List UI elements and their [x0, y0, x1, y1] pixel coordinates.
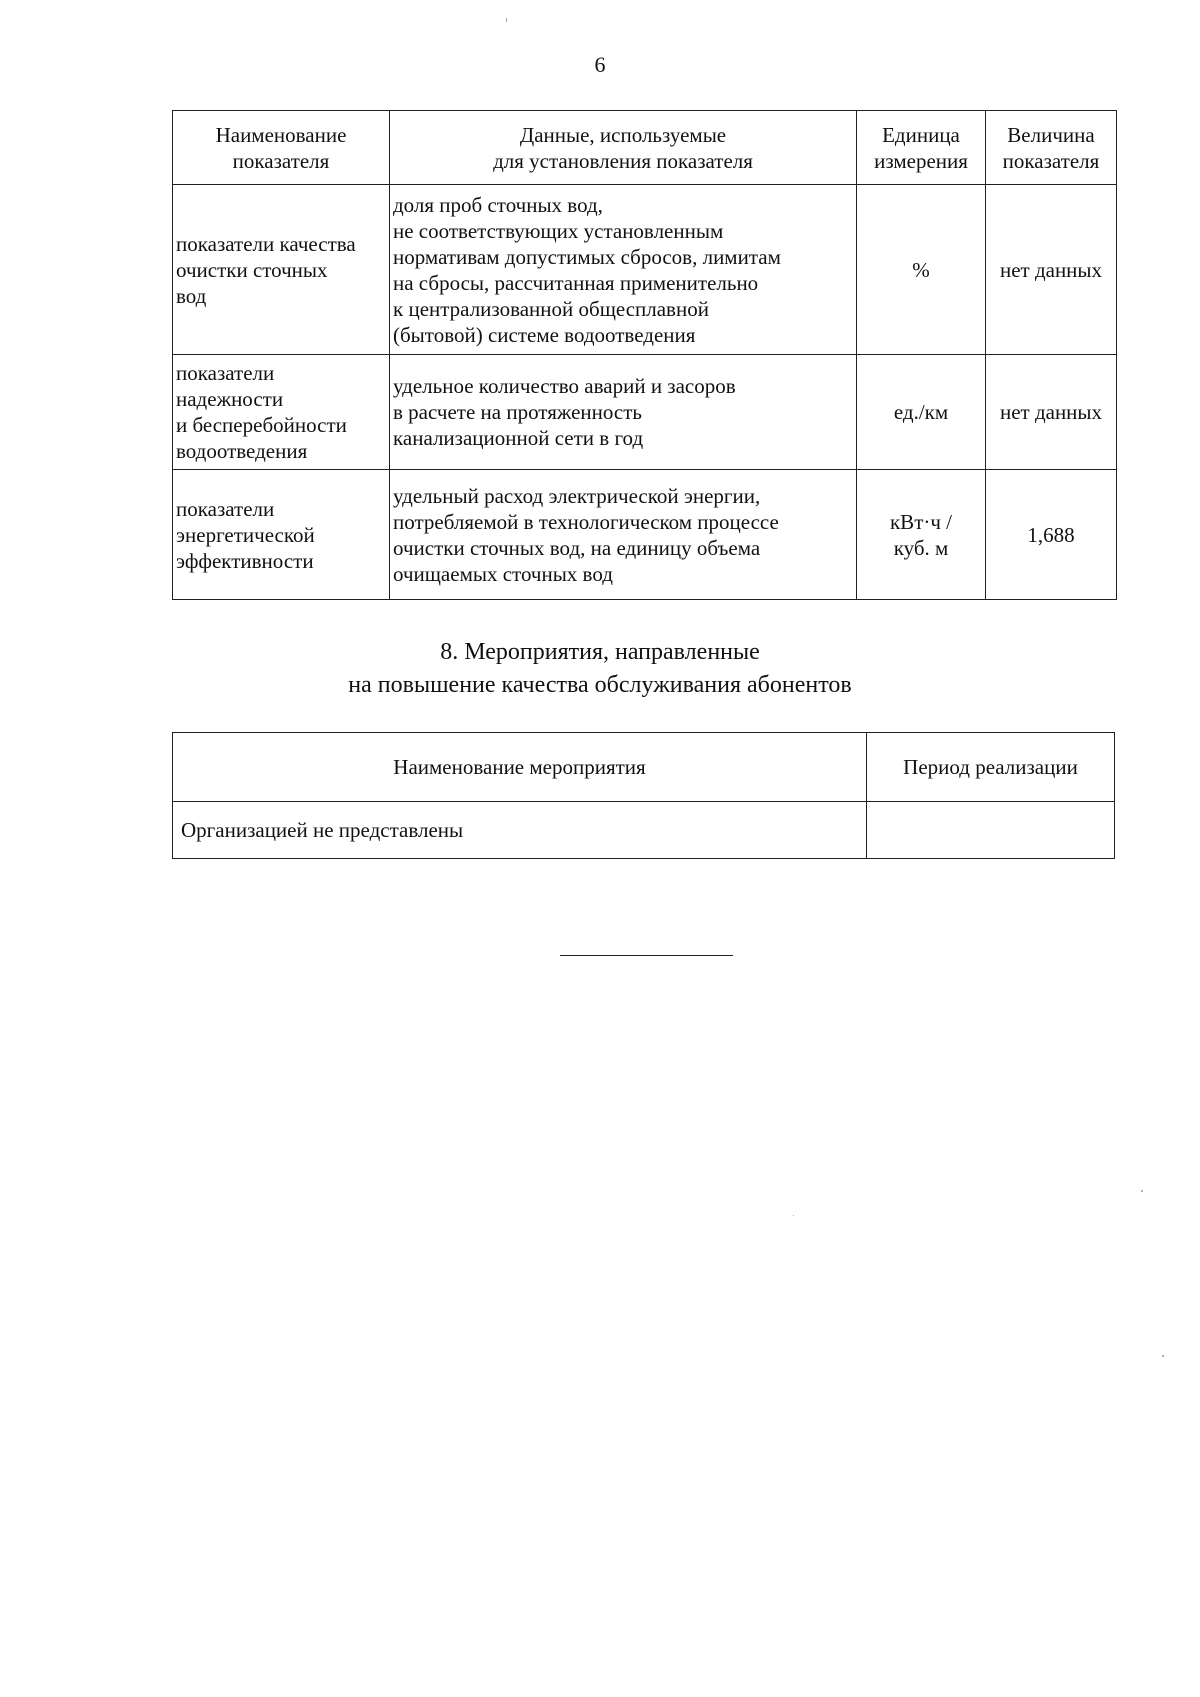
indicators-table-header-row — [173, 111, 1117, 185]
cell-line: показатели качества — [176, 231, 356, 256]
cell-line: куб. м — [893, 535, 949, 560]
cell-line: на сбросы, рассчитанная применительно — [393, 270, 759, 295]
indicator-unit-cell — [857, 470, 986, 600]
measure-period-cell — [867, 802, 1115, 859]
measures-table-header-row — [173, 733, 1115, 802]
header-line: Данные, используемые — [519, 122, 727, 147]
cell-line: энергетической — [176, 522, 315, 547]
indicator-value-cell: нет данных — [986, 185, 1117, 355]
cell-line: и бесперебойности — [176, 413, 347, 437]
header-implementation-period: Период реализации — [867, 733, 1115, 802]
indicator-data-cell — [390, 185, 857, 355]
header-measure-name: Наименование мероприятия — [173, 733, 867, 802]
cell-line: показатели — [176, 496, 275, 521]
indicator-name-cell — [173, 355, 390, 470]
cell-line: не соответствующих установленным — [393, 218, 724, 243]
cell-line: очистки сточных вод, на единицу объема — [393, 535, 761, 560]
page-number: 6 — [594, 52, 606, 77]
cell-line: эффективности — [176, 548, 314, 573]
cell-line: нормативам допустимых сбросов, лимитам — [393, 244, 781, 269]
section-heading-line: 8. Мероприятия, направленные — [440, 639, 760, 665]
header-value — [986, 111, 1117, 185]
section-heading-line: на повышение качества обслуживания абонентов — [348, 672, 852, 698]
table-row — [173, 355, 1117, 470]
header-line: показателя — [232, 148, 330, 173]
indicator-data-cell — [390, 470, 857, 600]
cell-line: ед./км — [893, 400, 949, 424]
cell-line: к централизованной общесплавной — [393, 296, 709, 321]
indicator-data-cell — [390, 355, 857, 470]
cell-line: потребляемой в технологическом процессе — [393, 509, 779, 534]
cell-line: кВт·ч / — [889, 509, 953, 534]
cell-line: (бытовой) системе водоотведения — [393, 322, 696, 347]
header-indicator-name — [173, 111, 390, 185]
header-line: Величина — [1007, 122, 1095, 147]
cell-line: очистки сточных — [176, 257, 328, 282]
header-line: Наименование — [215, 122, 347, 147]
header-indicator-data — [390, 111, 857, 185]
scan-speck — [1162, 1355, 1164, 1357]
measure-name-cell: Организацией не представлены — [173, 802, 867, 859]
cell-line: показатели — [176, 361, 275, 385]
cell-line: надежности — [176, 387, 284, 411]
indicators-table — [172, 110, 1117, 600]
header-line: измерения — [874, 148, 968, 173]
header-line: показателя — [1002, 148, 1100, 173]
cell-line: доля проб сточных вод, — [393, 192, 603, 217]
indicator-unit-cell — [857, 355, 986, 470]
header-unit — [857, 111, 986, 185]
cell-line: очищаемых сточных вод — [393, 561, 613, 586]
end-of-document-rule — [560, 955, 733, 956]
cell-line: % — [912, 257, 930, 282]
header-line: для установления показателя — [493, 148, 753, 173]
table-row — [173, 802, 1115, 859]
scan-speck — [1141, 1190, 1143, 1192]
table-row — [173, 185, 1117, 355]
indicator-name-cell — [173, 185, 390, 355]
indicator-value-cell: нет данных — [986, 355, 1117, 470]
scan-speck — [506, 18, 507, 22]
header-line: Единица — [882, 122, 960, 147]
cell-line: удельное количество аварий и засоров — [393, 374, 736, 398]
indicator-value-cell: 1,688 — [986, 470, 1117, 600]
section-heading — [0, 636, 1200, 702]
scan-speck — [793, 1215, 794, 1216]
table-row — [173, 470, 1117, 600]
cell-line: вод — [176, 283, 207, 308]
indicator-name-cell — [173, 470, 390, 600]
cell-line: канализационной сети в год — [393, 426, 644, 450]
indicator-unit-cell — [857, 185, 986, 355]
cell-line: водоотведения — [176, 439, 308, 463]
cell-line: в расчете на протяженность — [393, 400, 642, 424]
cell-line: удельный расход электрической энергии, — [393, 483, 761, 508]
measures-table — [172, 732, 1115, 859]
